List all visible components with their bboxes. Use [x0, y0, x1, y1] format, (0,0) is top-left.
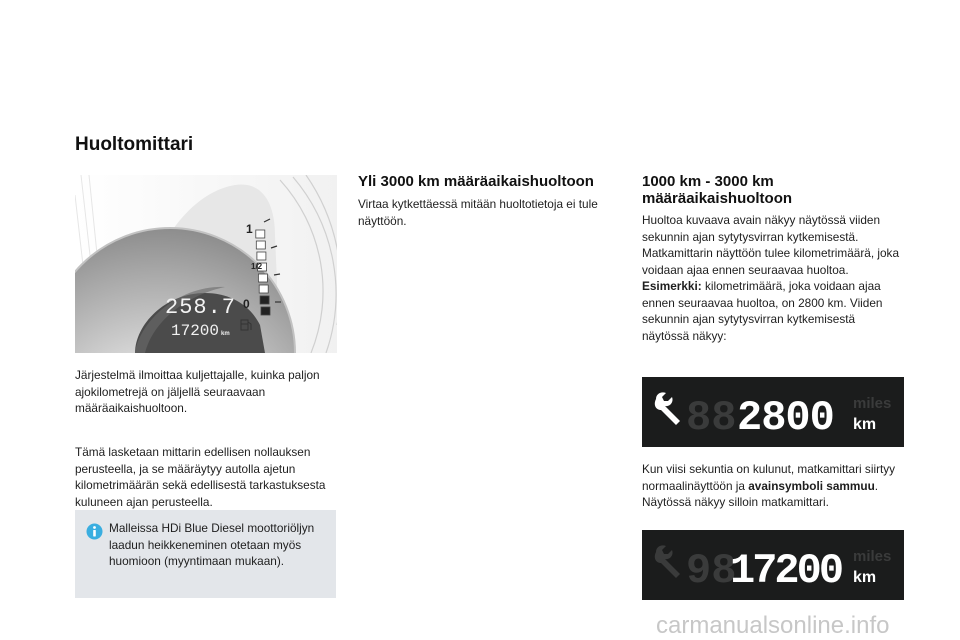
intro-paragraph: Järjestelmä ilmoittaa kuljettajalle, kuinka paljon ajokilometrejä on jäljellä seuraavaan määräaikaishuoltoon. — [75, 368, 320, 415]
display1-ghost-digits: 88 — [686, 394, 737, 442]
after-part2: . Näytössä näkyy silloin matkamittari. — [642, 478, 879, 509]
range-paragraph — [642, 212, 904, 344]
gauge-svg — [75, 175, 337, 353]
display1-unit: km — [853, 416, 877, 433]
calculation-paragraph: Tämä lasketaan mittarin edellisen nollauksen perusteella, ja se määräytyy autolla ajetun kilometrimäärän sekä edellisestä tarkastuksesta kuluneen ajan perusteella. — [75, 445, 326, 509]
display1-value: 2800 — [737, 394, 834, 442]
after-bold: avainsymboli sammuu — [748, 478, 875, 493]
example-label: Esimerkki: — [642, 279, 702, 293]
gauge-level-segment — [257, 252, 266, 260]
display1-ghost-unit: miles — [853, 395, 892, 412]
gauge-level-segment — [256, 241, 265, 249]
gauge-odometer-readout: 17200 — [171, 322, 220, 340]
info-note-text: Malleissa HDi Blue Diesel moottoriöljyn laadun heikkeneminen otetaan myös huomioon (myyntimaan mukaan). — [109, 521, 315, 568]
wrench-icon — [655, 545, 680, 578]
heading-1000-3000: 1000 km - 3000 km määräaikaishuoltoon — [642, 173, 793, 207]
gauge-level-segment — [260, 296, 269, 304]
gauge-label-empty: 0 — [243, 297, 250, 311]
display2-value: 17200 — [730, 547, 842, 595]
gauge-label-full: 1 — [246, 222, 253, 236]
service-gauge-illustration — [75, 175, 337, 353]
info-icon — [86, 523, 103, 540]
gauge-level-segment — [259, 285, 268, 293]
service-display-17200 — [642, 530, 904, 600]
display2-unit: km — [853, 569, 877, 586]
display1-svg — [642, 377, 904, 447]
page-title: Huoltomittari — [75, 134, 194, 155]
after-five-seconds-paragraph — [642, 461, 904, 511]
over-3000-paragraph: Virtaa kytkettäessä mitään huoltotietoja ei tule näyttöön. — [358, 197, 598, 228]
watermark: carmanualsonline.info — [656, 612, 890, 639]
display2-svg — [642, 530, 904, 600]
range-paragraph-part1: Huoltoa kuvaava avain näkyy näytössä viiden sekunnin ajan sytytysvirran kytkemisestä. Matkamittarin näyttöön tulee kilometrimäärä, joka voidaan ajaa ennen seuraavaa huoltoa. — [642, 213, 900, 277]
gauge-level-segment — [261, 307, 270, 315]
gauge-odometer-unit: km — [221, 331, 230, 337]
heading-over-3000: Yli 3000 km määräaikaishuoltoon — [358, 173, 594, 190]
display2-ghost-digits: 98 — [686, 547, 737, 595]
after-part1: Kun viisi sekuntia on kulunut, matkamittari siirtyy normaalinäyttöön ja — [642, 462, 896, 493]
service-display-2800 — [642, 377, 904, 447]
gauge-level-segment — [256, 230, 265, 238]
range-paragraph-part2: kilometrimäärä, joka voidaan ajaa ennen seuraavaa huoltoa, on 2800 km. Viiden sekunnin ajan sytytysvirran kytkemisestä näytössä näkyy: — [642, 279, 883, 343]
gauge-level-segment — [258, 274, 267, 282]
gauge-trip-readout: 258.7 — [165, 295, 237, 320]
gauge-label-half: 1/2 — [251, 262, 263, 271]
info-note — [75, 510, 336, 598]
wrench-icon — [655, 392, 680, 425]
display2-ghost-unit: miles — [853, 548, 892, 565]
